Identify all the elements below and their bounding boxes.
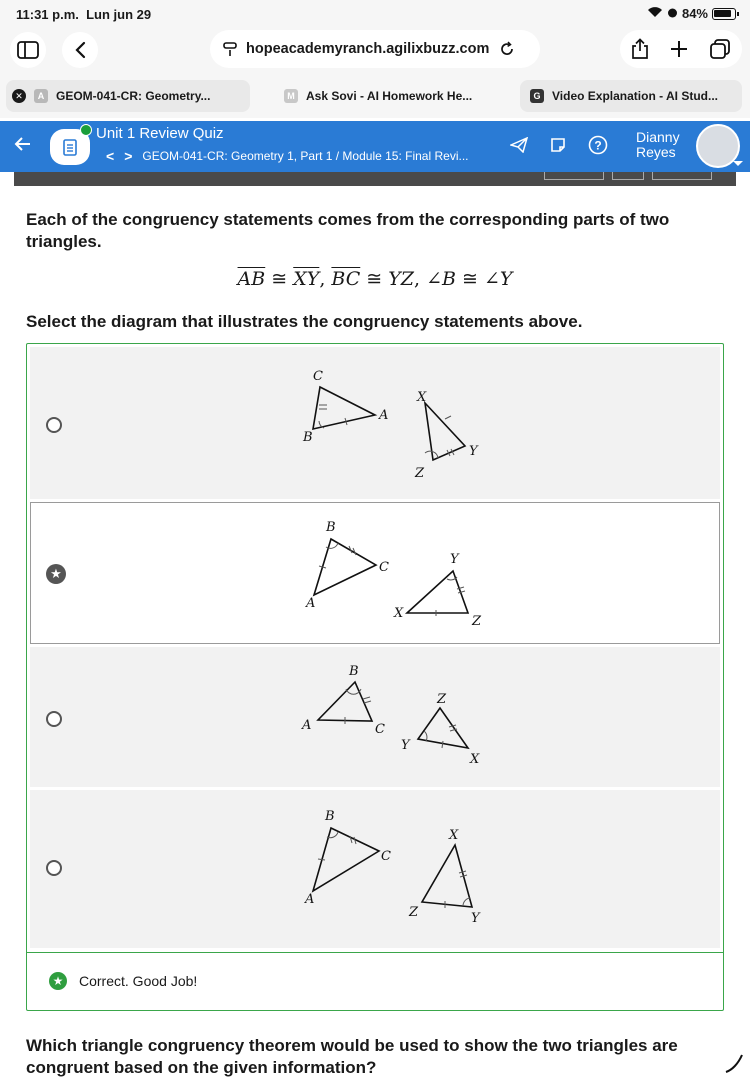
tab-favicon: G xyxy=(530,89,544,103)
address-bar[interactable] xyxy=(210,30,540,68)
tab-favicon: M xyxy=(284,89,298,103)
alarm-icon xyxy=(667,6,678,21)
vertex-label: Y xyxy=(401,738,410,753)
vertex-label: Y xyxy=(469,444,478,459)
send-icon[interactable] xyxy=(510,137,528,153)
radio-button[interactable] xyxy=(46,417,62,433)
vertex-label: Z xyxy=(437,692,447,707)
battery-percent: 84% xyxy=(681,6,708,21)
tab-video-explanation[interactable] xyxy=(520,80,742,112)
question-intro: Each of the congruency statements comes from the corresponding parts of two triangles. xyxy=(26,210,670,251)
browser-toolbar xyxy=(0,30,750,74)
feedback-text: Correct. Good Job! xyxy=(79,972,198,989)
star-icon: ★ xyxy=(49,972,67,990)
vertex-label: C xyxy=(313,369,323,384)
tab-label: Video Explanation - AI Stud... xyxy=(552,89,719,103)
next-question-text: Which triangle congruency theorem would be used to show the two triangles are congruent based on the given information? xyxy=(26,1036,678,1077)
quiz-toolbar-strip xyxy=(14,172,736,186)
help-icon[interactable] xyxy=(588,135,608,155)
breadcrumb-text: GEOM-041-CR: Geometry 1, Part 1 / Module 15: Final Revi... xyxy=(142,149,469,163)
caret-down-icon[interactable] xyxy=(733,161,743,166)
back-button[interactable] xyxy=(62,32,98,68)
vertex-label: B xyxy=(325,809,335,824)
answer-choice-4[interactable] xyxy=(30,790,720,948)
battery-icon xyxy=(712,8,736,20)
status-time: 11:31 p.m. Lun jun 29 xyxy=(16,7,152,22)
tab-overview-icon xyxy=(222,41,238,57)
note-icon[interactable] xyxy=(550,137,566,153)
vertex-label: B xyxy=(349,664,359,679)
vertex-label: A xyxy=(379,408,389,423)
sidebar-toggle-button[interactable] xyxy=(10,32,46,68)
triangle-diagram-2 xyxy=(286,513,486,638)
share-icon[interactable] xyxy=(631,38,649,60)
tab-label: Ask Sovi - AI Homework He... xyxy=(306,89,473,103)
chevron-left-icon xyxy=(74,41,86,59)
vertex-label: X xyxy=(394,606,404,621)
vertex-label: Z xyxy=(415,466,425,481)
vertex-label: A xyxy=(306,596,316,611)
vertex-label: C xyxy=(381,849,391,864)
vertex-label: A xyxy=(302,718,312,733)
new-tab-icon[interactable] xyxy=(670,40,688,58)
tab-favicon: A xyxy=(34,89,48,103)
answer-choice-1[interactable] xyxy=(30,347,720,499)
vertex-label: C xyxy=(375,722,385,737)
close-tab-icon[interactable]: ✕ xyxy=(12,89,26,103)
user-name[interactable]: Dianny Reyes xyxy=(636,129,680,160)
chevron-left-icon[interactable]: < xyxy=(106,148,115,164)
triangle-diagram-1 xyxy=(285,361,485,491)
reload-icon[interactable] xyxy=(499,41,515,57)
wifi-icon xyxy=(647,6,663,21)
vertex-label: Z xyxy=(409,905,419,920)
question-prompt: Select the diagram that illustrates the congruency statements above. xyxy=(26,312,583,331)
tabs-overview-icon[interactable] xyxy=(709,38,731,60)
vertex-label: B xyxy=(326,520,336,535)
radio-button[interactable] xyxy=(46,711,62,727)
radio-button[interactable] xyxy=(46,860,62,876)
vertex-label: B xyxy=(303,430,313,445)
url-text: hopeacademyranch.agilixbuzz.com xyxy=(246,41,490,57)
chevron-right-icon[interactable]: > xyxy=(124,148,133,164)
answer-choice-3[interactable] xyxy=(30,647,720,787)
selected-star-icon[interactable]: ★ xyxy=(46,564,66,584)
back-arrow-icon[interactable] xyxy=(14,135,32,158)
feedback-banner xyxy=(27,952,723,1008)
header-actions xyxy=(510,135,608,155)
vertex-label: Z xyxy=(472,614,482,629)
answer-choice-2[interactable] xyxy=(30,502,720,644)
app-header xyxy=(0,121,750,172)
svg-text:?: ? xyxy=(594,138,602,153)
completed-check-icon xyxy=(80,124,92,136)
breadcrumb xyxy=(106,148,469,164)
triangle-diagram-4 xyxy=(285,804,485,939)
tab-geometry[interactable] xyxy=(6,80,250,112)
answer-choices xyxy=(26,343,724,1011)
quiz-title: Unit 1 Review Quiz xyxy=(96,125,224,142)
tab-label: GEOM-041-CR: Geometry... xyxy=(56,89,211,103)
vertex-label: C xyxy=(379,560,389,575)
tab-strip xyxy=(0,74,750,118)
congruency-statement: $\overline{AB}$ ≅ $\overline{XY}$, $\overline{BC}$ ≅ YZ, ∠B ≅ ∠Y xyxy=(237,268,513,290)
vertex-label: X xyxy=(449,828,459,843)
status-bar xyxy=(0,0,750,30)
vertex-label: Y xyxy=(471,911,480,926)
vertex-label: A xyxy=(305,892,315,907)
status-right xyxy=(647,6,736,21)
triangle-diagram-3 xyxy=(285,657,485,777)
browser-actions xyxy=(620,30,742,68)
pen-scribble-icon[interactable] xyxy=(724,1052,746,1079)
sidebar-icon xyxy=(17,41,39,59)
tab-ask-sovi[interactable] xyxy=(284,80,504,112)
vertex-label: X xyxy=(470,752,480,767)
vertex-label: X xyxy=(417,390,427,405)
vertex-label: Y xyxy=(450,552,459,567)
